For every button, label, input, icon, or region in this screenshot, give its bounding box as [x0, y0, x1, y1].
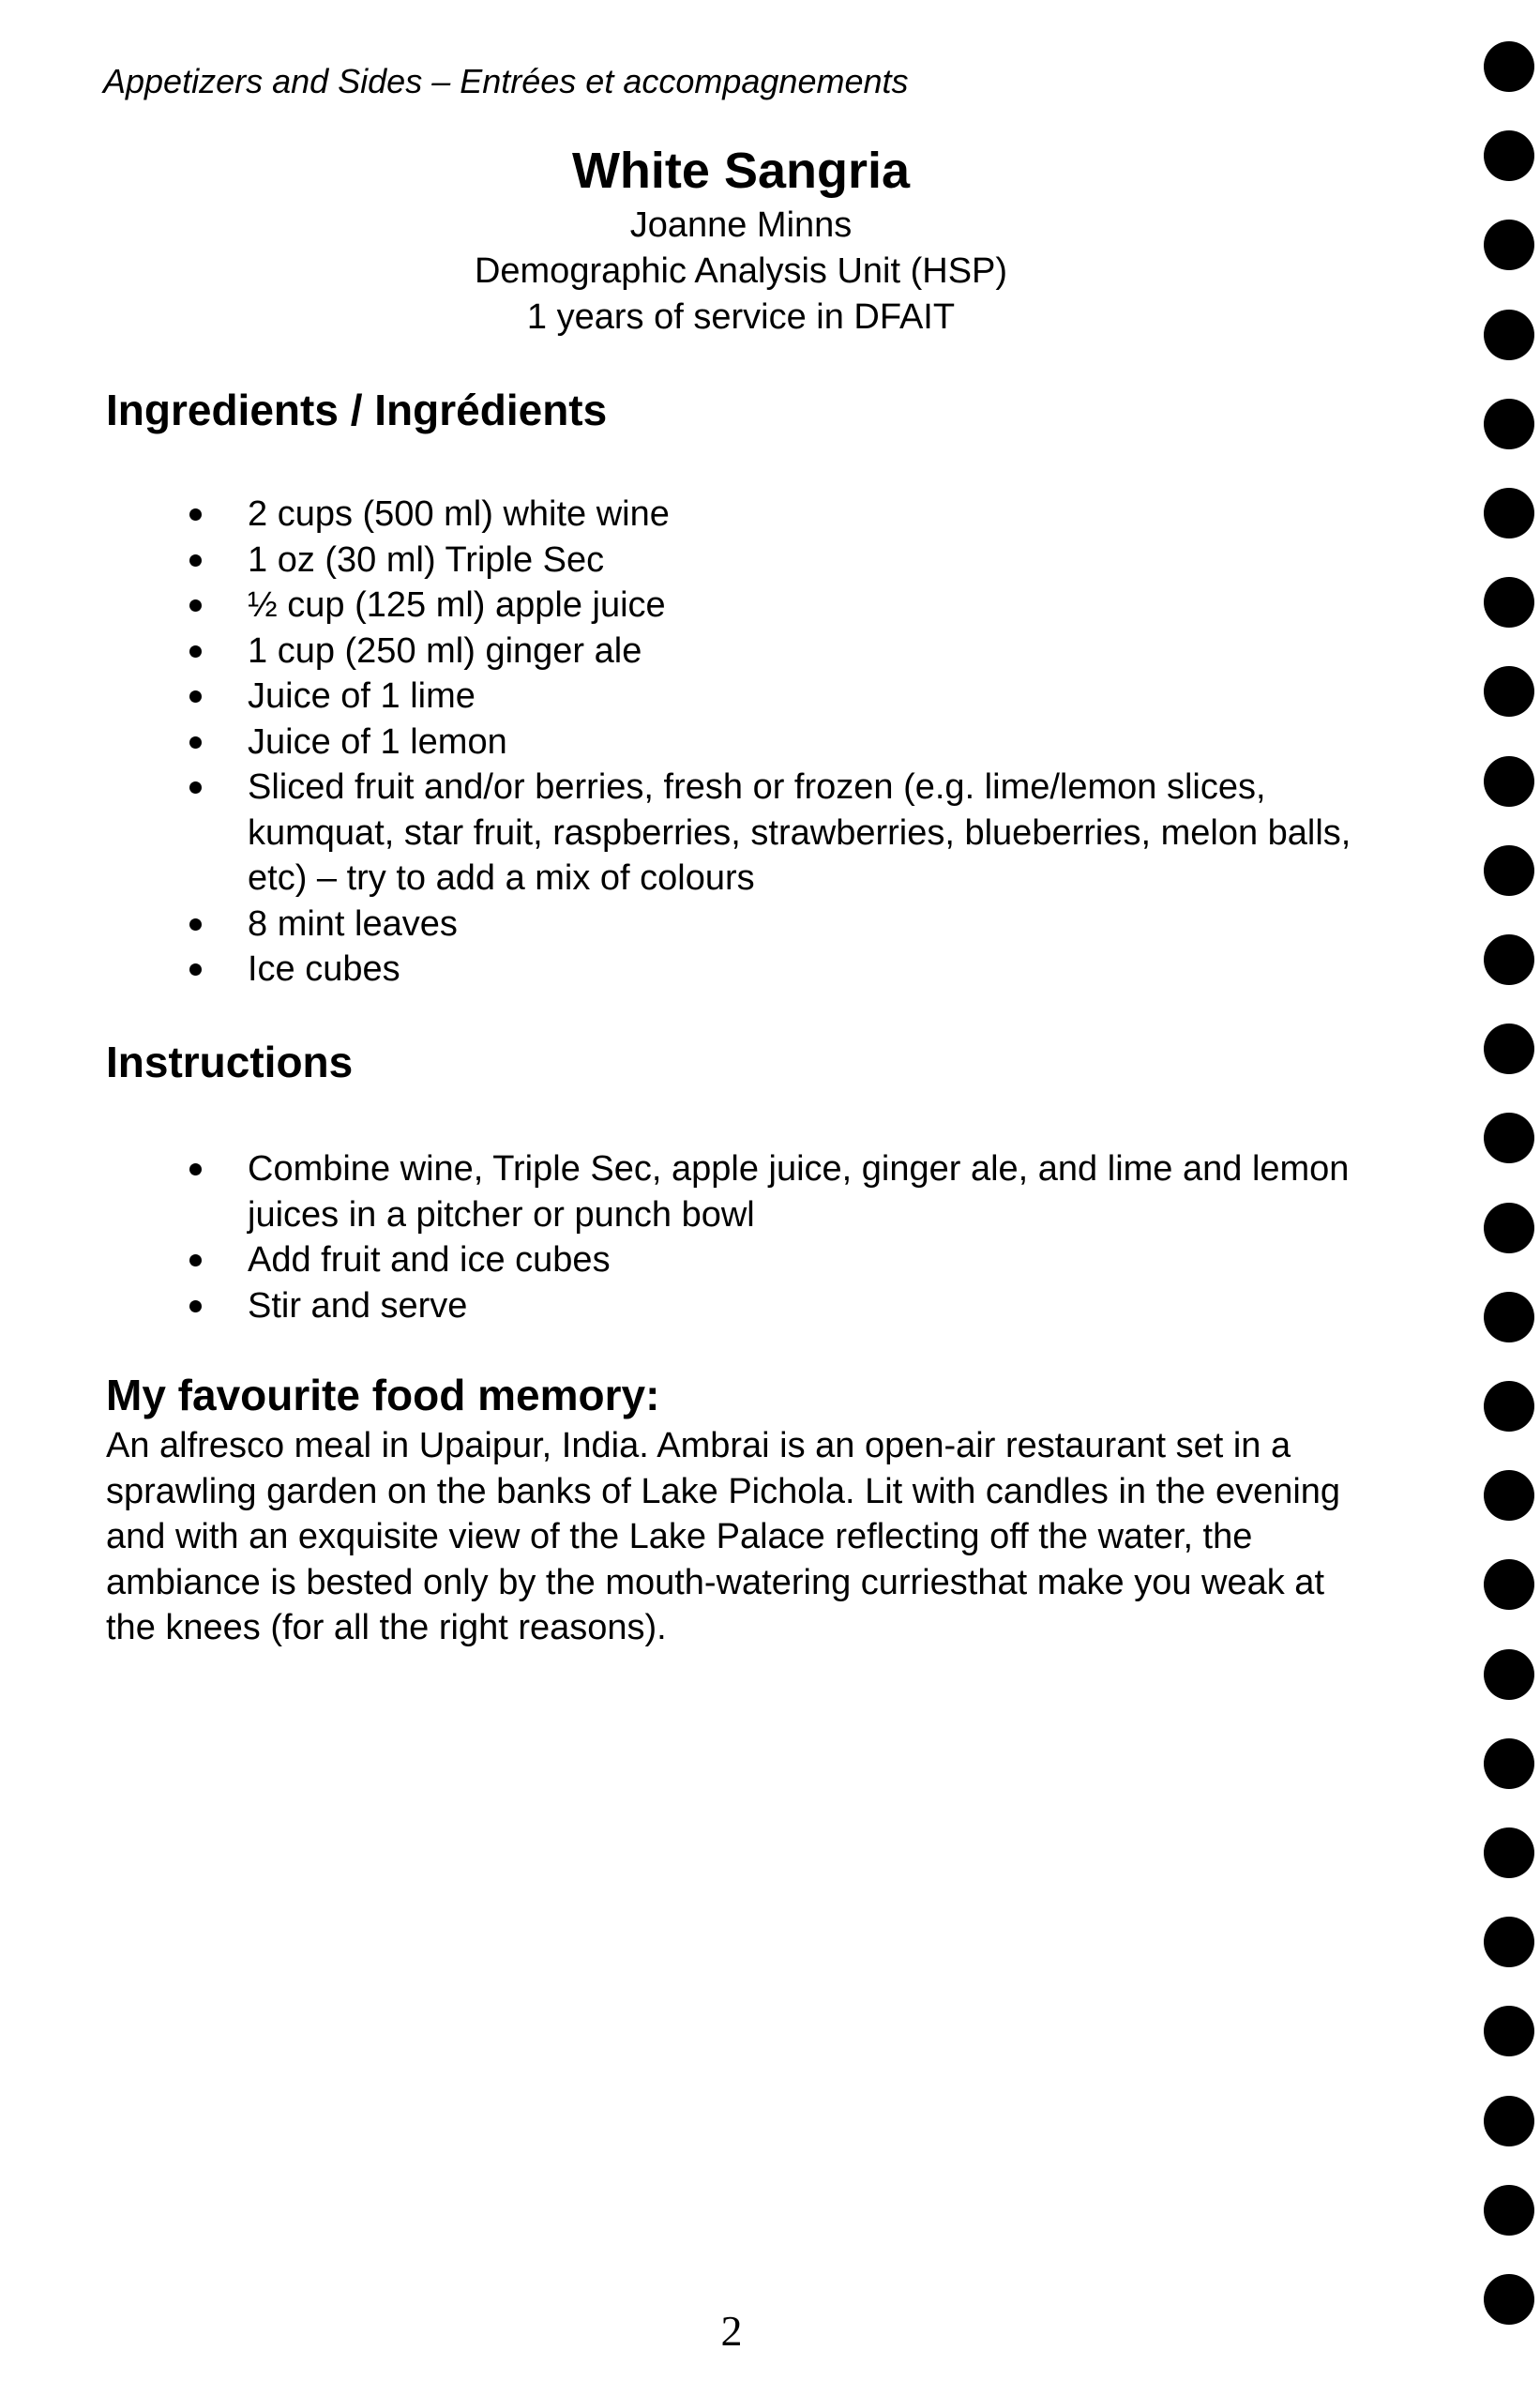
recipe-service: 1 years of service in DFAIT	[526, 297, 956, 337]
ingredient-text: 1 oz (30 ml) Triple Sec	[248, 539, 605, 580]
binding-hole-icon	[1484, 1381, 1534, 1432]
ingredient-text: Ice cubes	[248, 949, 400, 989]
binding-hole-icon	[1484, 41, 1534, 92]
binding-hole-icon	[1484, 220, 1534, 270]
binding-hole-icon	[1484, 130, 1534, 181]
instructions-heading: Instructions	[106, 1038, 354, 1086]
binding-hole-icon	[1484, 1827, 1534, 1878]
ingredient-item	[174, 720, 1394, 766]
bullet-icon	[189, 736, 202, 749]
recipe-author: Joanne Minns	[629, 205, 853, 245]
ingredients-list	[174, 492, 1394, 993]
bullet-icon	[189, 599, 202, 612]
bullet-icon	[189, 918, 202, 931]
ingredient-text: 1 cup (250 ml) ginger ale	[248, 630, 642, 671]
memory-text: An alfresco meal in Upaipur, India. Ambrai is an open-air restaurant set in a sprawling garden on the banks of Lake Pichola. Lit with candles in the evening and with an exquisite view of the Lake Palace reflecting off the water, the ambiance is bested only by the mouth-watering curriesthat make you weak at the knees (for all the right reasons).	[106, 1426, 1341, 1647]
bullet-icon	[189, 690, 202, 703]
binding-hole-icon	[1484, 1024, 1534, 1074]
binding-hole-icon	[1484, 577, 1534, 628]
binding-hole-icon	[1484, 1649, 1534, 1700]
ingredient-text: ½ cup (125 ml) apple juice	[248, 585, 666, 625]
instruction-item	[174, 1237, 1394, 1283]
ingredient-item	[174, 538, 1394, 584]
binding-hole-icon	[1484, 1559, 1534, 1610]
binding-hole-icon	[1484, 2185, 1534, 2236]
binding-hole-icon	[1484, 399, 1534, 449]
binding-hole-icon	[1484, 666, 1534, 717]
page-number: 2	[720, 2307, 743, 2355]
binding-hole-icon	[1484, 845, 1534, 896]
ingredient-text: Sliced fruit and/or berries, fresh or frozen (e.g. lime/lemon slices, kumquat, star fruit, raspberries, strawberries, blueberries, melon balls, etc) – try to add a mix of colours	[248, 767, 1351, 898]
bullet-icon	[189, 554, 202, 567]
ingredient-item	[174, 947, 1394, 993]
ingredient-item	[174, 583, 1394, 629]
binding-hole-icon	[1484, 1203, 1534, 1253]
binding-hole-icon	[1484, 1292, 1534, 1342]
recipe-title: White Sangria	[571, 143, 911, 199]
section-header: Appetizers and Sides – Entrées et accompagnements	[103, 62, 909, 100]
instruction-text: Combine wine, Triple Sec, apple juice, ginger ale, and lime and lemon juices in a pitcher or punch bowl	[248, 1149, 1350, 1235]
instruction-item	[174, 1283, 1394, 1329]
binding-hole-icon	[1484, 310, 1534, 360]
bullet-icon	[189, 1300, 202, 1312]
binding-hole-icon	[1484, 934, 1534, 985]
recipe-unit: Demographic Analysis Unit (HSP)	[474, 251, 1008, 291]
binding-hole-icon	[1484, 2096, 1534, 2146]
ingredient-item	[174, 674, 1394, 720]
ingredient-item	[174, 629, 1394, 675]
recipe-title-block	[375, 139, 1107, 341]
bullet-icon	[189, 963, 202, 976]
binding-hole-icon	[1484, 1113, 1534, 1163]
instruction-item	[174, 1146, 1394, 1237]
instruction-text: Add fruit and ice cubes	[248, 1240, 611, 1280]
memory-heading: My favourite food memory:	[106, 1371, 660, 1419]
bullet-icon	[189, 508, 202, 521]
instruction-text: Stir and serve	[248, 1285, 468, 1326]
binding-hole-icon	[1484, 1917, 1534, 1967]
instructions-list	[174, 1146, 1394, 1328]
ingredient-item	[174, 765, 1394, 902]
ingredient-item	[174, 492, 1394, 538]
binding-hole-icon	[1484, 1738, 1534, 1789]
ingredient-text: 2 cups (500 ml) white wine	[248, 494, 670, 534]
ingredient-text: Juice of 1 lime	[248, 676, 476, 716]
spiral-binding	[1484, 41, 1534, 2396]
ingredient-item	[174, 902, 1394, 948]
binding-hole-icon	[1484, 488, 1534, 538]
bullet-icon	[189, 1254, 202, 1266]
ingredient-text: 8 mint leaves	[248, 903, 458, 944]
bullet-icon	[189, 781, 202, 794]
bullet-icon	[189, 1163, 202, 1175]
binding-hole-icon	[1484, 1470, 1534, 1521]
bullet-icon	[189, 645, 202, 658]
binding-hole-icon	[1484, 2274, 1534, 2325]
binding-hole-icon	[1484, 756, 1534, 807]
binding-hole-icon	[1484, 2006, 1534, 2056]
ingredients-heading: Ingredients / Ingrédients	[106, 386, 608, 434]
ingredient-text: Juice of 1 lemon	[248, 721, 507, 762]
